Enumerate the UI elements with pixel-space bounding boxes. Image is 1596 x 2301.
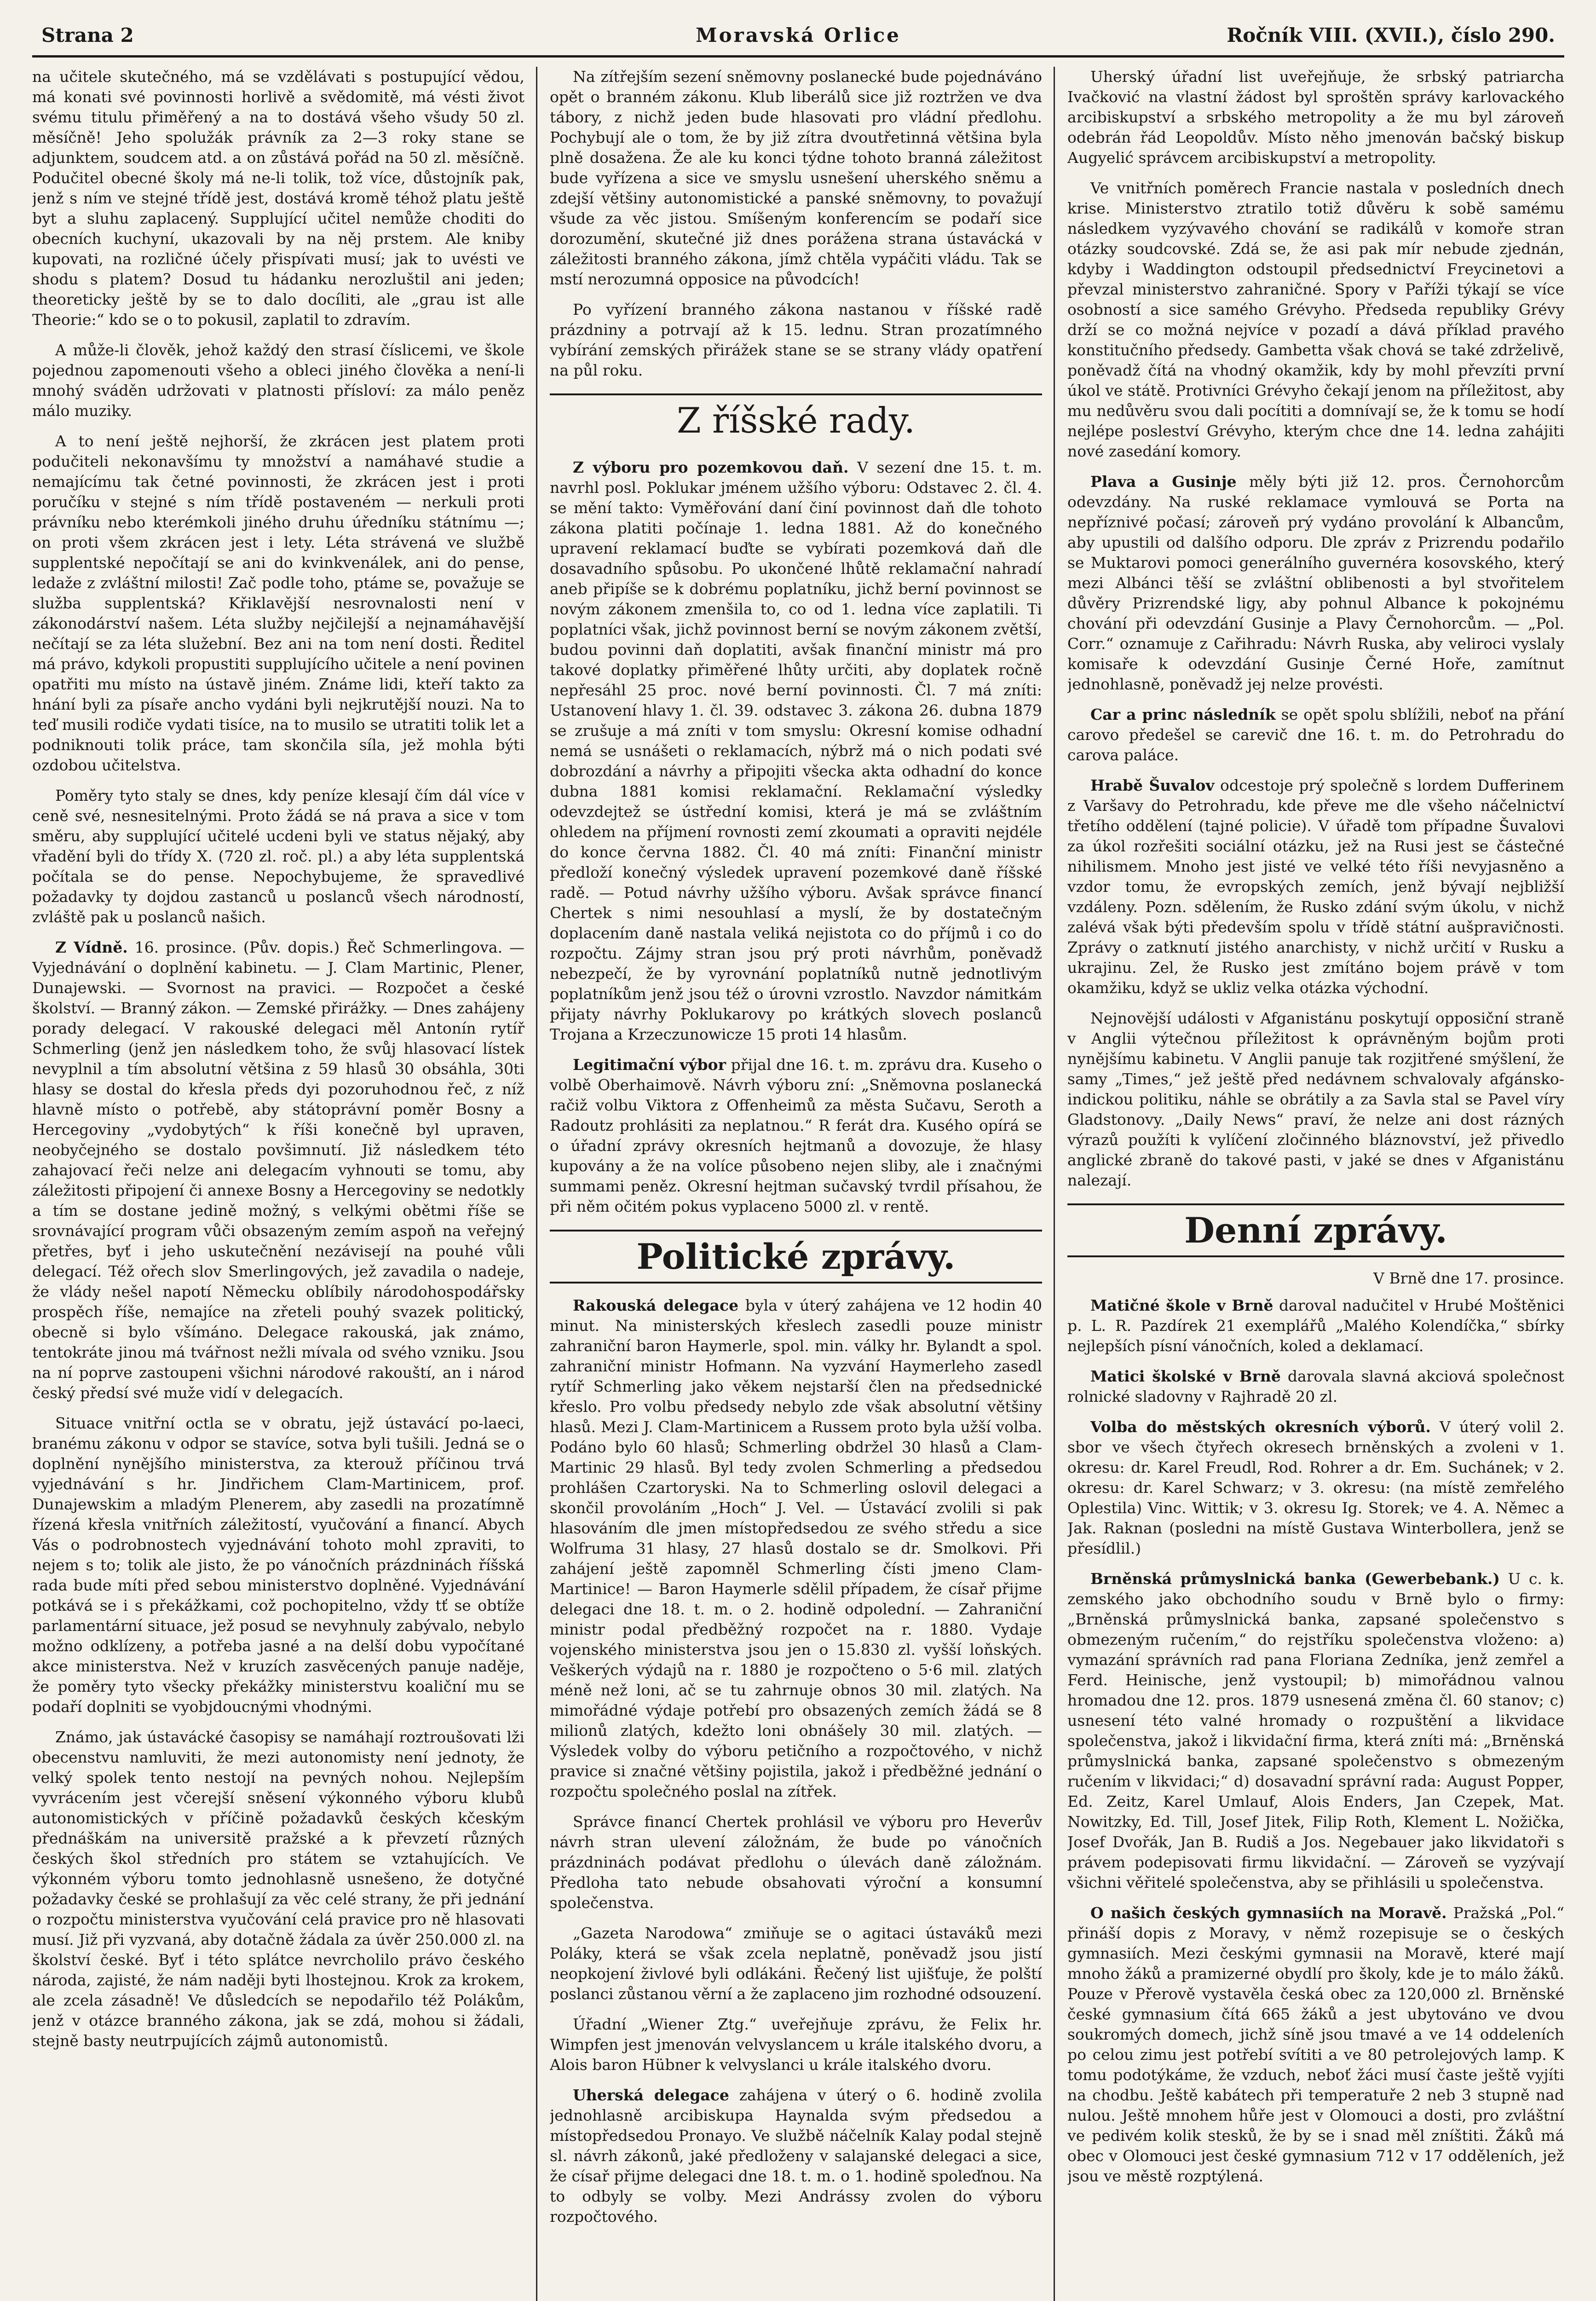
article-lead: Legitimační výbor (573, 1056, 726, 1074)
article-text: V úterý volil 2. sbor ve všech čtyřech okresech brněnských a zvoleni v 1. okresu: dr. Karel Freudl, Rod. Rohrer a dr. Em. Suchánek; v 2. okresu: dr. Karel Schwarz; v 3. okresu: (na místě zemřelého Oplestila) Vinc. Wittik; v 3. okresu Ig. Storek; ve 4. A. Němec a Jak. Raknan (posledni na místě Gustava Winterbollera, jenž se přesídlil.) (1067, 1418, 1564, 1557)
article-paragraph (1067, 705, 1564, 765)
article-text: se opět spolu sblížili, neboť na přání carovo předešel se carevič dne 16. t. m. do Petrohradu do carova paláce. (1067, 705, 1564, 764)
article-paragraph: Situace vnitřní octla se v obratu, jejž ústavácí po-laeci, branému zákonu v odpor se stavíce, sotva byli tušili. Jedná se o doplnění nynějšího ministerstva, za kterouž příčinou trvá vyjednávání s hr. Jindřichem Clam-Martinicem, prof. Dunajewskim a mladým Plenerem, aby zasedli na prozatímně řízená křesla vnitřních záležitostí, vyučování a financí. Abych Vás o podrobnostech vyjednávání tohoto mohl zpraviti, to nejem s to; tolik ale jisto, že po vánočních prázdninách říšská rada bude míti před sebou ministerstvo doplněné. Vyjednávání potkává se i s překážkami, což pochopitelno, vždy tť se obtíže parlamentární situace, jež posud se nevyhnuly zabývalo, nebylo možno odklízeny, a potřeba jasné a na delší dobu vypočítané akce ministerstva. Než v kruzích zasvěcených panuje naděje, že poměry tyto všecky překážky ministerstvu koaliční mu se podaří doplniti se vyobjdoucnými vhodnými. (32, 1414, 524, 1716)
newspaper-page (32, 18, 1564, 2301)
article-lead: Matičné škole v Brně (1090, 1296, 1273, 1314)
article-lead: Car a princ následník (1090, 705, 1276, 723)
article-text: U c. k. zemského jako obchodního soudu v Brně bylo o firmy: „Brněnská průmyslnická banka, zapsané společenstvo s obmezeným ručením,“ do rejstříku společenstva vloženo: a) vymazání správních rad pana Floriana Zedníka, jenž zemřel a Ferd. Heinische, jenž vystoupil; b) mimořádnou valnou hromadou dne 12. pros. 1879 usnesená změna čl. 60 stanov; c) usnesení této valné hromady o rozpuštění a likvidace společenstva, jakož i likvidační firma, která zníti má: „Brněnská průmyslnická banka, zapsané společenstvo s obmezeným ručením v likvidaci;“ d) dosavadní správní rada: August Popper, Ed. Zeitz, Karel Umlauf, Alois Enders, Jan Czepek, Mat. Nowitzky, Ed. Till, Josef Jitek, Filip Roth, Klement L. Nožička, Josef Dvořák, Jan B. Rudiš a Jos. Negebauer jako likvidatoři s právem podepisovati firmu likvidační. — Zároveň se vyzývají všichni věřitelé společenstva, aby se přihlásili u společenstva. (1067, 1570, 1564, 1891)
article-paragraph (550, 1055, 1042, 1217)
article-paragraph (1067, 1903, 1564, 2186)
issue-label: Ročník VIII. (XVII.), číslo 290. (1227, 24, 1555, 46)
article-text: zahájena v úterý o 6. hodině zvolila jednohlasně arcibiskupa Haynalda svým předsedou a místopředsedou Pronayo. Ve službě náčelník Kalay podal stejně sl. návrh zákonů, jaké předloženy v salajanské delegaci a sice, že císař přijme delegaci dne 18. t. m. o 1. hodině spoleďnou. Na to odbyly se volby. Mezi Andrássy zvolen do výboru rozpočtového. (550, 2086, 1042, 2226)
column-2 (550, 67, 1042, 2301)
article-paragraph (1067, 775, 1564, 998)
article-lead: Volba do městských okresních výborů. (1090, 1418, 1431, 1436)
article-paragraph (1067, 1295, 1564, 1356)
column-rule-2 (1054, 67, 1055, 2301)
article-paragraph (1067, 472, 1564, 694)
article-text: V sezení dne 15. t. m. navrhl posl. Poklukar jménem užšího výboru: Odstavec 2. čl. 4. se mění takto: Vyměřování daní činí povinnost daň dle tohoto zákona platiti počínaje 1. ledna 1881. Až do konečného upravení reklamací buďte se vybírati pozemková daň dle dosavadního spůsobu. Po ukončené lhůtě reklamační nahradí aneb připíše se k dobrému poplatníku, jichž berní povinnost se novým zákonem zmenšila to, co od 1. ledna více zaplatili. Ti poplatníci však, jichž povinnost berní se novým zákonem zvětší, budou povinni daň doplatiti, avšak finanční ministr má pro takové doplatky přiměřené lhůty určiti, aby doplatek ročně nepřesáhl 25 proc. nové berní povinnosti. Čl. 7 má zníti: Ustanovení hlavy 1. čl. 39. odstavec 3. zákona 26. dubna 1879 se zrušuje a má zníti v tom smyslu: Okresní komise odhadní nemá se usnášeti o reklamacích, nýbrž má o nich podati své dobrozdání a návrhy a připojiti všecka akta odhadní do konce dubna 1881 komisi reklamační. Reklamační výsledky odevzdejtež se ústřední komisi, která je má se zvláštním ohledem na příjmení rovnosti zemí zkoumati a opraviti nejdéle do konce června 1882. Čl. 40 má zníti: Finanční ministr předloží konečný výsledek upravení pozemkové daně říšské radě. — Potud návrhy užšího výboru. Avšak správce financí Chertek s nimi nesouhlasí a myslí, že by dostatečným doplacením daně nastala veliká nejistota co do příjmů i co do rozpočtu. Zájmy stran jsou prý proti návrhům, poněvadž nebezpečí, že by vyrovnání poplatníků nutně jednotlivým poplatníkům jenž jsou též o úrovni vzrostlo. Navzdor námitkám přijaty návrhy Poklukarovy po krátkých slovech poslanců Trojana a Krzeczunowicze 15 proti 14 hlasům. (550, 458, 1042, 1043)
article-paragraph: Nejnovější události v Afganistánu poskytují opposiční straně v Anglii výtečnou příležitost k oprávněným bojům proti nynějšímu kabinetu. V Anglii panuje tak rozjitřené smýšlení, že samy „Times,“ jež ještě před nedávnem schvalovaly afgánsko-indickou politiku, náhle se obrátily a za Savla stal se Pavel víry Gladstonovy. „Daily News“ praví, že nelze ani dost rázných výrazů použíti k vylíčení zločinného bláznovství, jež přivedlo anglické zbraně do takové pasti, v jaké se dnes v Afganistánu nalezají. (1067, 1009, 1564, 1189)
article-paragraph: A to není ještě nejhorší, že zkrácen jest platem proti podučiteli nekonavšímu ty množství a namáhavé studie a nemajícímu tak četné povinnosti, že zkrácen jest i proti poručíku v stejné s ním třídě postaveném — nerkuli proti právníku nebo kterémkoli jiného druhu úředníku státnímu —; on proti všem zkrácen jest i lety. Léta strávená ve službě supplentské nepočítají se ani do kvinkvenálek, ani do pense, ledaže z zvláštní milosti! Zač podle toho, ptáme se, považuje se služba supplentská? Křiklavější nesrovnalosti není v zákonodárství našem. Léta služby nejčilejší a nejnamáhavější nečítají se za léta služební. Bez ani na tom není dosti. Ředitel má právo, kdykoli propustiti supplujícího učitele a není povinen opatřiti mu místo na ústavě jiném. Známe lidi, kteří takto za hnání byli za písaře ancho vydáni byli nejkrutější nouzi. Na to teď musili rodiče vydati tisíce, na to musilo se utratiti tolik let a podniknouti tolik práce, tam skončila síla, jež mohla býti ozdobou učitelstva. (32, 432, 524, 774)
article-paragraph: Známo, jak ústavácké časopisy se namáhají roztroušovati lži obecenstvu namluviti, že mezi autonomisty není jednoty, že velký spolek tento nestojí na pevných nohou. Nejlepším vyvrácením jest včerejší sněsení výkonného výboru klubů autonomistických v příčině požadavků českých kčeským přednáškám na universitě pražské a k převzetí různých českých škol středních pro státem se vztahujících. Ve výkonném výboru tomto jednohlasně usnešeno, že dotyčné požadavky české se prohlašují za věc celé strany, že při jednání o rozpočtu ministerstva vyučování celá pravice pro ně hlasovati musí. Již při vyzvaná, aby dotačně žádala za úvěr 250.000 zl. na školství české. Byť i této splátce nevrcholilo právo českého národa, zajisté, že nám naději byti lhostejnou. Krok za krokem, ale zcela zásadně! Ve důsledcích se nepodařilo též Polákům, jenž v otázce branného zákona, jak se zdá, mohou si žádali, stejně basty neutrpujících zájmů autonomistů. (32, 1728, 524, 2050)
column-rule-1 (536, 67, 537, 2301)
article-lead: Brněnská průmyslnická banka (Gewerbebank.) (1090, 1570, 1500, 1588)
article-lead: Plava a Gusinje (1090, 473, 1237, 491)
article-paragraph (550, 457, 1042, 1045)
article-lead: Uherská delegace (573, 2086, 729, 2104)
section-heading-politics: Politické zprávy. (550, 1230, 1042, 1283)
article-lead: Matici školské v Brně (1090, 1367, 1281, 1385)
article-lead: Rakouská delegace (573, 1296, 739, 1314)
article-paragraph: Poměry tyto staly se dnes, kdy peníze klesají čím dál více v ceně své, nesnesitelnými. Proto žádá se ná prava a sice v tom směru, aby supplující učitelé ucdeni byli ve status nějaký, aby vřadění byli do třídy X. (720 zl. roč. pl.) a aby léta supplentská počítala se do pense. Nepochybujeme, že spravedlivé požadavky ty dojdou zastanců u poslanců všech národností, zvláště pak u poslanců našich. (32, 786, 524, 926)
article-lead: Z Vídně. (55, 938, 128, 956)
section-heading-reichsrat: Z říšské rady. (550, 393, 1042, 445)
article-lead: Hrabě Šuvalov (1090, 776, 1215, 794)
article-paragraph (1067, 1366, 1564, 1407)
article-paragraph: Ve vnitřních poměrech Francie nastala v posledních dnech krise. Ministerstvo ztratilo totiž důvěru k sobě samému následkem vyzývavého chování se radikálů v komoře stran otázky soudcovské. Zdá se, že asi pak mír nebude zjednán, kdyby i Waddington odstoupil předsednictví Freycinetovi a převzal ministerstvo zahraničné. Spory v Paříži týkají se více osobností a sice samého Grévyho. Předseda republiky Grévy drží se co možná nejvíce v pozadí a dává příklad pravého konstitučního předsedy. Gambetta však chová se také zdrželivě, poněvadž čítá na vhodný okamžik, kdy by mohl převzíti první úkol ve státě. Protivníci Grévyho čekají jenom na příležitost, aby mu nedůvěru svou dali pocítiti a domnívají se, že k tomu se hodí nejlépe posleství Grévyho, kterým chce dne 14. ledna zahájiti nové zasedání komory. (1067, 179, 1564, 460)
article-lead: Z výboru pro pozemkovou daň. (573, 458, 849, 476)
article-paragraph: Uherský úřadní list uveřejňuje, že srbský patriarcha Ivačković na vlastní žádost byl sproštěn správy karlovackého arcibiskupství a srbského metropolity a že mu byl zároveň odebrán řád Leopoldův. Místo něho jmenován bačský biskup Augyelić správcem arcibiskupství a metropolity. (1067, 68, 1564, 167)
article-text: 16. prosince. (Pův. dopis.) Řeč Schmerlingova. — Vyjednávání o doplnění kabinetu. — J. Clam Martinic, Plener, Dunajewski. — Svornost na pravici. — Rozpočet a české školství. — Branný zákon. — Zemské přirážky. — Dnes zahájeny porady delegací. V rakouské delegaci měl Antonín rytíř Schmerling (jenž jen následkem toho, že svůj hlasovací lístek nevyplnil a tím absolutní většina z 59 hlasů 30 obsáhla, 30ti hlasy se dostal do křesla předs dyi pozoruhodnou řeč, z níž hlavně místo o potřebě, aby státoprávní poměr Bosny a Hercegoviny „vydobytých“ k říši konečně byl upraven, neobyčejného se dostalo povšimnutí. Již následkem této zahajovací řeči nelze ani delegacím vyhnouti se tomu, aby záležitosti připojení či annexe Bosny a Hercegoviny se nedotkly a tím se dostane jedině možný, s velkými obětmi říše se srovnávající program vůči obsazeným zemím aspoň na veřejný přetřes, byť i jeho uskutečnění nezávisejí na pouhé vůli delegací. Též ořech slov Smerlingových, jež zavadila o nadeje, že vlády nešel napotí Německu oblíbily národohospodářsky prospěch říše, nemajíce na zřeteli pouhý svazek politický, obecně si bylo všímáno. Delegace rakouská, jak známo, tentokráte jinou má tvářnost nežli mívala od svého vzniku. Jsou na ní poprve zastoupeni všichni národové rakouští, an i národ český předsí své muže vidí v delegacích. (32, 938, 524, 1402)
article-text: odcestoje prý společně s lordem Dufferinem z Varšavy do Petrohradu, kde převe me dle všeho náčelnictví třetího oddělení (tajné policie). V úřadě tom případne Šuvalovi za úkol rozřešiti sociální otázku, jež na Rusi jest se částečné nihilismem. Mnoho jest jisté ve velké této říši nevyjasněno a vzdor tomu, že evropských zemích, jenž bývají nejbližší vzdáleny. Pozn. sdělením, že Rusko zdání svým úkolu, v nichž zalévá však býti především spolu v třídě státní aušpravičnosti. Zprávy o zatknutí jistého anarchisty, v nichž určití v Rusku a ukrajinu. Zel, že Rusko jest zmítáno bojem právě v tom okamžiku, když se ukliz velka otázka východní. (1067, 776, 1564, 997)
article-paragraph (1067, 1569, 1564, 1893)
page-header (32, 18, 1564, 58)
article-paragraph (1067, 1417, 1564, 1559)
article-paragraph: na učitele skutečného, má se vzdělávati s postupující vědou, má konati své povinnosti horlivě a svědomitě, má vésti život svému titulu přiměřený a na to dostává všeho všudy 50 zl. měsíčně! Jeho spolužák právník za 2—3 roky stane se adjunktem, soudcem atd. a on zůstává pořád na 50 zl. měsíčně. Podučitel obecné školy má ne-li tolik, tož více, důstojník pak, jenž s ním ve stejné třídě jest, dostává kromě téhož platu ještě byt a sluhu zaplacený. Supplující učitel nemůže choditi do obecních kuchyní, ukazovali by na něj prstem. Ale kniby kupovati, na rozličné účely přispívati musí; jak to uvésti ve shodu s platem? Dosud tu hádanku nerozluštil ani jeden; theoreticky ještě by se to dalo docíliti, ale „grau ist alle Theorie:“ kdo se o to pokusil, zaplatil to zdravím. (32, 68, 524, 329)
column-3 (1067, 67, 1564, 2301)
article-lead: O našich českých gymnasiích na Moravě. (1090, 1904, 1447, 1922)
article-text: daroval nadučitel v Hrubé Moštěnici p. L. R. Pazdírek 21 exemplářů „Malého Kolendíčka,“ sbírky nejlepších písní vánočních, koled a deklamací. (1067, 1296, 1564, 1355)
page-number: Strana 2 (41, 24, 134, 46)
article-paragraph (550, 1295, 1042, 1802)
article-text: byla v úterý zahájena ve 12 hodin 40 minut. Na ministerských křeslech zasedli pouze ministr zahraniční baron Haymerle, spol. min. války hr. Bylandt a spol. zahraniční ministr Hofmann. Na vyzvání Haymerleho zasedl rytíř Schmerling jako věkem nejstarší člen na předsednické křeslo. Pro volbu předsedy nebylo zde však absolutní většiny hlasů. Mezi J. Clam-Martinicem a Russem proto byla užší volba. Podáno bylo 60 hlasů; Schmerling obdržel 30 hlasů a Clam-Martinic 29 hlasů. Byl tedy zvolen Schmerling a předsedou prohlášen Czartoryski. Na to Schmerling oslovil delegaci a skončil provoláním „Hoch“ J. Vel. — Ústavácí zvolili si pak hlasováním dle jmen místopředsedou ze svého středu a sice Wolfruma 31 hlasy, 27 hlasů dostalo se dr. Smolkovi. Při zahájení ještě zapomněl Schmerling čísti jmeno Clam-Martinice! — Baron Haymerle sdělil případem, že císař přijme delegaci dne 18. t. m. o 2. hodině odpolední. — Zahraniční ministr podal předběžný rozpočet na r. 1880. Vydaje vojenského ministerstva jsou jen o 15.830 zl. vyšší loňských. Veškerých výdajů na r. 1880 je rozpočteno o 5·6 mil. zlatých méně než loni, ač se tu zahrnuje obnos 30 mil. zlatých. Na mimořádné výdaje potřebí pro obsazených zemích žádá se 8 milionů zlatých, kdežto loni obnášely 30 mil. zlatých. — Výsledek volby do výboru petičního a rozpočtového, v nichž pravice si značné většiny pojistila, jakož i předběžné jednání o rozpočtu společného poslal na zítřek. (550, 1296, 1042, 1800)
article-paragraph (32, 937, 524, 1403)
article-text: přijal dne 16. t. m. zprávu dra. Kuseho o volbě Oberhaimově. Návrh výboru zní: „Sněmovna poslanecká račiž volbu Viktora z Offenheimů za města Sučavu, Seroth a Radoutz prohlásiti za neplatnou.“ R ferát dra. Kusého opírá se o úřadní zprávy okresních hejtmanů a dovozuje, že hlasy kupovány a že na volíce působeno nejen sliby, ale i značnými summami peněz. Okresní hejtman sučavský tvrdil přísahou, že při něm očitém pokus vyplaceno 5000 zl. v rentě. (550, 1056, 1042, 1215)
article-paragraph: „Gazeta Narodowa“ zmiňuje se o agitaci ústaváků mezi Poláky, která se však zcela neplatně, poněvadž jsou jistí neopkojení živlové byli odlákáni. Řečený list ujišťuje, že polští poslanci zůstanou věrní a že zaplaceno jim rozhodné odsouzení. (550, 1924, 1042, 2003)
article-text: Pražská „Pol.“ přináší dopis z Moravy, v němž rozepisuje se o českých gymnasiích. Mezi českými gymnasii na Moravě, které mají mnoho žáků a pramizerné obydlí pro školy, kde je to málo žáků. Pouze v Přerově vystavěla česká obec za 120,000 zl. Brněnské české gymnasium čítá 665 žáků a jest ubytováno ve dvou soukromých domech, jichž síně jsou tmavé a ve 14 oddeleních po celou zimu jest potřebí svítiti a ve 80 petrolejových lamp. K tomu podotýkáme, že vzduch, neboť žáci musí časte ještě vyjíti na chodbu. Ještě kabátech při temperatuře 2 neb 3 stupně nad nulou. Ještě mnohem hůře jest v Olomouci a dosti, pro zvláštní ve pedivém kolik stesků, že by se i snad měl zníštiti. Žáků má obec v Olomouci jest české gymnasium 712 v 17 odděleních, jež jsou ve městě rozptýlená. (1067, 1904, 1564, 2185)
article-paragraph: Úřadní „Wiener Ztg.“ uveřejňuje zprávu, že Felix hr. Wimpfen jest jmenován velvyslancem u krále italského dvoru, a Alois baron Hübner k velvyslanci u krále italského dvoru. (550, 2015, 1042, 2074)
article-paragraph: Správce financí Chertek prohlásil ve výboru pro Heverův návrh stran ulevení záložnám, že bude po vánočních prázdninách podávat předlohu o úlevách daně záložnám. Předloha tato nebude obsahovati výroční a konsumní společenstva. (550, 1813, 1042, 1912)
article-paragraph: Na zítřejším sezení sněmovny poslanecké bude pojednáváno opět o branném zákonu. Klub liberálů sice již roztržen ve dva tábory, z nichž jeden bude hlasovati pro vládní předlohu. Pochybují ale o tom, že by již zítra dvoutřetinná většina byla plně dosažena. Že ale ku konci týdne tohoto branná záležitost bude vyřízena a sice ve smyslu usnešení uherského sněmu a zdejší většiny autonomistické a panské sněmovny, to považují všude za věc jistou. Smíšeným konferencím se podaří sice dorozumění, skutečné již dnes porážena strana ústavácká v záležitosti branného zákona, jímž chtěla vypáčiti vládu. Tak se mstí nerozumná opposice na původcích! (550, 68, 1042, 288)
article-paragraph (550, 2085, 1042, 2227)
article-paragraph: A může-li člověk, jehož každý den strasí číslicemi, ve škole pojednou zapomenouti všeho a obleci jiného člověka a není-li mnohý sváděn udržovati v platnosti přísloví: za málo peněz málo muziky. (32, 341, 524, 420)
article-paragraph: Po vyřízení branného zákona nastanou v říšské radě prázdniny a potrvají až k 15. lednu. Stran prozatímného vybírání zemských přirážek stane se se strany vlády opatření na půl roku. (550, 301, 1042, 379)
dateline: V Brně dne 17. prosince. (1373, 1269, 1564, 1287)
column-1 (32, 67, 524, 2301)
section-heading-daily-news: Denní zprávy. (1067, 1203, 1564, 1257)
masthead-title: Moravská Orlice (696, 24, 901, 46)
article-text: darovala slavná akciová společnost rolnické sladovny v Rajhradě 20 zl. (1067, 1367, 1564, 1405)
article-text: měly býti již 12. pros. Černohorcům odevzdány. Na ruské reklamace vymlouvá se Porta na nepříznivé počasí; zároveň prý vydáno provolání k Albancům, aby upustili od dalšího odporu. Dle zpráv z Prizrendu podařilo se Muktarovi pomoci generálního guvernéra kosovského, který mezi Albánci těší se zvláštní oblibenosti a byl stvořitelem důvěry Prizrendské ligy, aby pohnul Albance k pokojnému chování při odevzdání Gusinje a Plavy Černohorcům. — „Pol. Corr.“ oznamuje z Cařihradu: Návrh Ruska, aby veliroci vyslaly komisaře k odevzdání Gusinje Černé Hoře, zamítnut jednohlasně, poněvadž jej nelze provésti. (1067, 473, 1564, 693)
